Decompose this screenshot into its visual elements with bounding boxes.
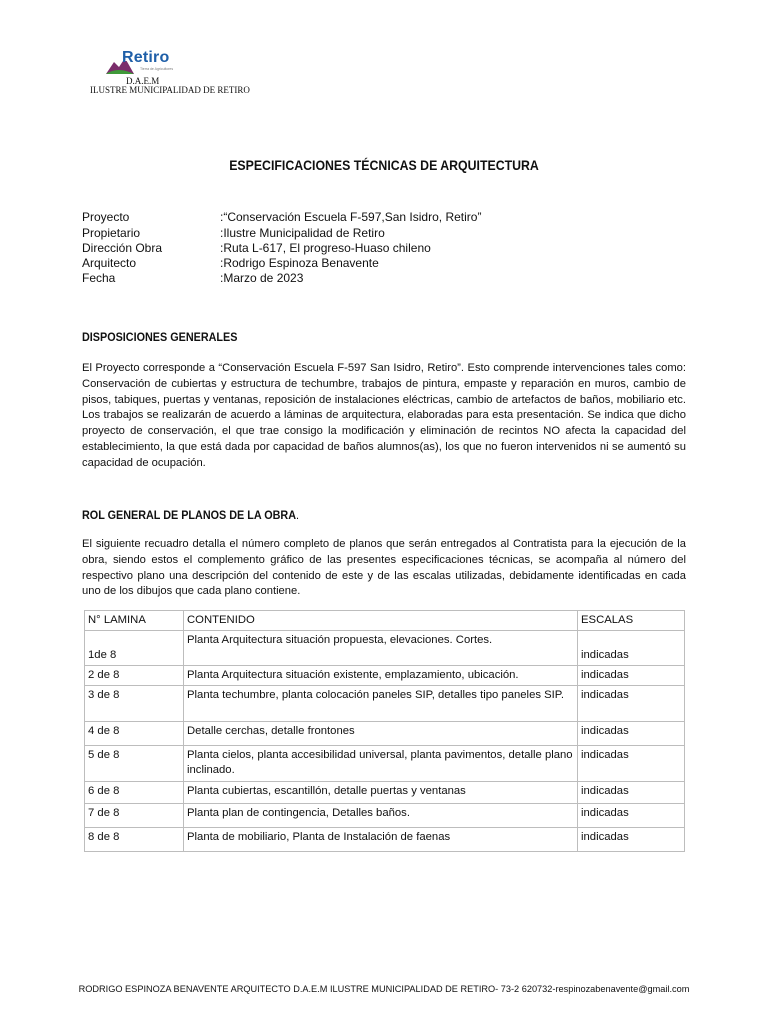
info-value: :Marzo de 2023: [220, 271, 304, 285]
section-heading-disposiciones: DISPOSICIONES GENERALES: [82, 330, 238, 344]
cell-contenido: Planta Arquitectura situación propuesta, elevaciones. Cortes.: [184, 631, 578, 666]
cell-lamina: 8 de 8: [85, 828, 184, 852]
table-row: [85, 782, 685, 804]
cell-lamina: 3 de 8: [85, 686, 184, 722]
info-value: :Ruta L-617, El progreso-Huaso chileno: [220, 241, 431, 255]
info-label: Fecha: [82, 271, 116, 285]
paragraph-disposiciones: El Proyecto corresponde a “Conservación Escuela F-597 San Isidro, Retiro”. Esto comprende intervenciones tales como: Conservación de cubiertas y estructura de techumbre, trabajos de pintura, empaste y reparación en muros, cambio de pisos, tabiques, puertas y ventanas, reposición de instalaciones eléctricas, cambio de artefactos de baños, mobiliario etc. Los trabajos se realizarán de acuerdo a láminas de arquitectura, elaboradas para esta presentación. Se indica que dicho proyecto de conservación, el que trae consigo la modificación y eliminación de recintos NO afecta la capacidad del establecimiento, la que está dada por capacidad de baños alumnos(as), los que no fueron intervenidos ni se aumentó su capacidad de ocupación.: [82, 362, 686, 469]
table-row: [85, 722, 685, 746]
cell-lamina: 5 de 8: [85, 746, 184, 782]
cell-lamina: 2 de 8: [85, 666, 184, 686]
info-label: Propietario: [82, 226, 141, 240]
cell-lamina: 1de 8: [85, 631, 184, 666]
municipalidad-label: ILUSTRE MUNICIPALIDAD DE RETIRO: [90, 85, 250, 95]
cell-escala: indicadas: [578, 722, 685, 746]
cell-contenido: Planta cubiertas, escantillón, detalle puertas y ventanas: [184, 782, 578, 804]
cell-lamina: 4 de 8: [85, 722, 184, 746]
table-row: [85, 804, 685, 828]
cell-contenido: Planta plan de contingencia, Detalles baños.: [184, 804, 578, 828]
cell-escala: indicadas: [578, 631, 685, 666]
info-label: Proyecto: [82, 210, 130, 224]
cell-escala: indicadas: [578, 686, 685, 722]
cell-escala: indicadas: [578, 804, 685, 828]
document-title: ESPECIFICACIONES TÉCNICAS DE ARQUITECTURA: [229, 157, 539, 173]
table-row: [85, 746, 685, 782]
cell-lamina: 6 de 8: [85, 782, 184, 804]
info-value: :Rodrigo Espinoza Benavente: [220, 256, 379, 270]
header-escalas: ESCALAS: [578, 611, 685, 631]
cell-contenido: Planta cielos, planta accesibilidad universal, planta pavimentos, detalle plano inclinado.: [184, 746, 578, 782]
cell-escala: indicadas: [578, 828, 685, 852]
table-row: [85, 686, 685, 722]
cell-contenido: Planta techumbre, planta colocación paneles SIP, detalles tipo paneles SIP.: [184, 686, 578, 722]
logo-brand-text: Retiro: [122, 49, 170, 66]
cell-contenido: Planta Arquitectura situación existente, emplazamiento, ubicación.: [184, 666, 578, 686]
cell-escala: indicadas: [578, 782, 685, 804]
info-label: Arquitecto: [82, 256, 137, 270]
info-value: :Ilustre Municipalidad de Retiro: [220, 226, 385, 240]
page-footer: RODRIGO ESPINOZA BENAVENTE ARQUITECTO D.A.E.M ILUSTRE MUNICIPALIDAD DE RETIRO- 73-2 620732-respinozabenavente@gmail.com: [78, 984, 690, 994]
info-label: Dirección Obra: [82, 241, 163, 255]
section-heading-rol-text: ROL GENERAL DE PLANOS DE LA OBRA: [82, 508, 297, 522]
header-contenido: CONTENIDO: [184, 611, 578, 631]
daem-label: D.A.E.M: [126, 76, 160, 86]
cell-escala: indicadas: [578, 666, 685, 686]
planos-table: [84, 610, 685, 852]
section-heading-rol: [82, 508, 299, 522]
table-row: [85, 828, 685, 852]
cell-escala: indicadas: [578, 746, 685, 782]
paragraph-rol: El siguiente recuadro detalla el número completo de planos que serán entregados al Contratista para la ejecución de la obra, siendo estos el complemento gráfico de las presentes especificaciones técnicas, se acompaña al número del respectivo plano una descripción del contenido de este y de las escalas utilizadas, debidamente identificadas en cada uno de los dibujos que cada plano contiene.: [82, 538, 686, 598]
table-header-row: [85, 611, 685, 631]
table-row: [85, 666, 685, 686]
table-row: [85, 631, 685, 666]
header-lamina: N° LAMINA: [85, 611, 184, 631]
cell-contenido: Planta de mobiliario, Planta de Instalación de faenas: [184, 828, 578, 852]
cell-lamina: 7 de 8: [85, 804, 184, 828]
section-heading-rol-suffix: .: [296, 508, 300, 522]
info-value: :“Conservación Escuela F-597,San Isidro, Retiro”: [220, 210, 482, 224]
cell-contenido: Detalle cerchas, detalle frontones: [184, 722, 578, 746]
logo-tagline: Tierra de Agricultores: [140, 67, 174, 71]
